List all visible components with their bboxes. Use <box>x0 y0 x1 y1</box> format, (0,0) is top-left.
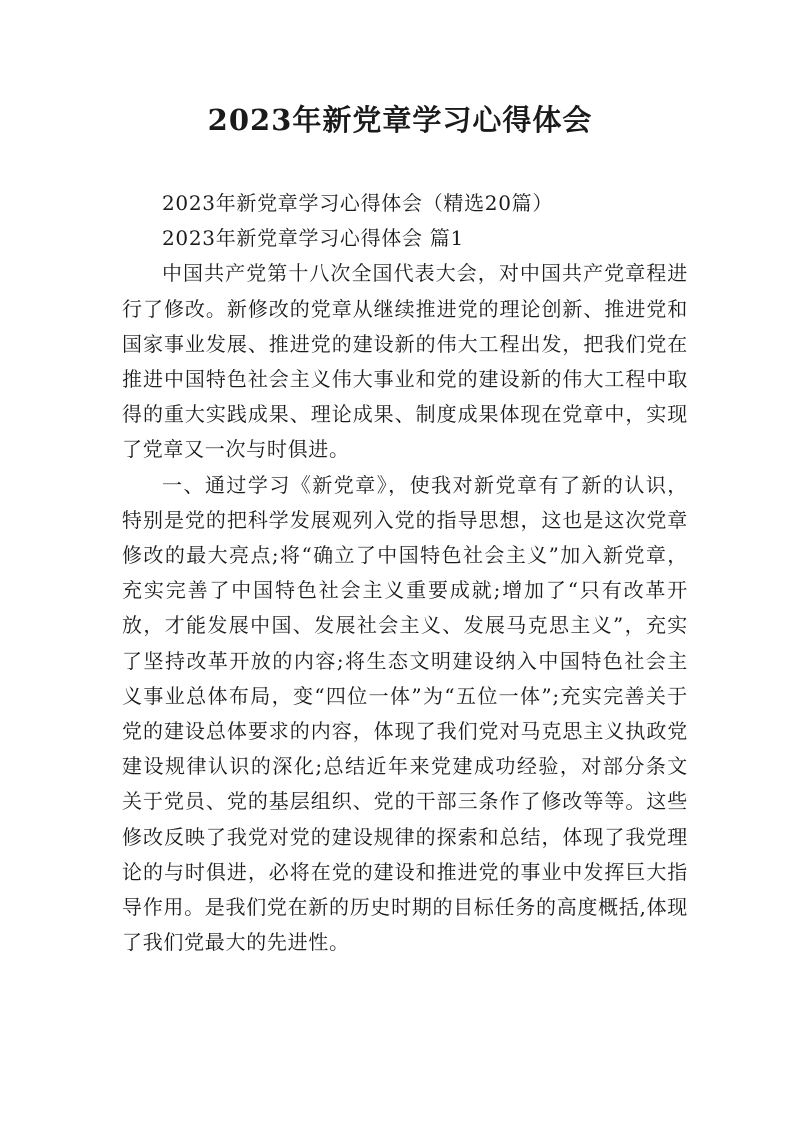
document-body <box>122 186 688 960</box>
subtitle-paragraph: 2023年新党章学习心得体会（精选20篇） <box>162 191 554 215</box>
body-paragraph: 中国共产党第十八次全国代表大会，对中国共产党章程进行了修改。新修改的党章从继续推进党的理论创新、推进党和国家事业发展、推进党的建设新的伟大工程出发，把我们党在推进中国特色社会主义伟大事业和党的建设新的伟大工程中取得的重大实践成果、理论成果、制度成果体现在党章中，实现了党章又一次与时俱进。 <box>122 261 688 462</box>
section-heading: 2023年新党章学习心得体会 篇1 <box>162 226 464 251</box>
body-paragraph: 一、通过学习《新党章》，使我对新党章有了新的认识，特别是党的把科学发展观列入党的指导思想，这也是这次党章修改的最大亮点;将“确立了中国特色社会主义”加入新党章，充实完善了中国特色社会主义重要成就;增加了“只有改革开放，才能发展中国、发展社会主义、发展马克思主义”，充实了坚持改革开放的内容;将生态文明建设纳入中国特色社会主义事业总体布局，变“四位一体”为“五位一体”;充实完善关于党的建设总体要求的内容，体现了我们党对马克思主义执政党建设规律认识的深化;总结近年来党建成功经验，对部分条文关于党员、党的基层组织、党的干部三条作了修改等等。这些修改反映了我党对党的建设规律的探索和总结，体现了我党理论的与时俱进，必将在党的建设和推进党的事业中发挥巨大指导作用。是我们党在新的历史时期的目标任务的高度概括,体现了我们党最大的先进性。 <box>122 472 688 955</box>
document-title: 2023年新党章学习心得体会 <box>207 103 593 137</box>
